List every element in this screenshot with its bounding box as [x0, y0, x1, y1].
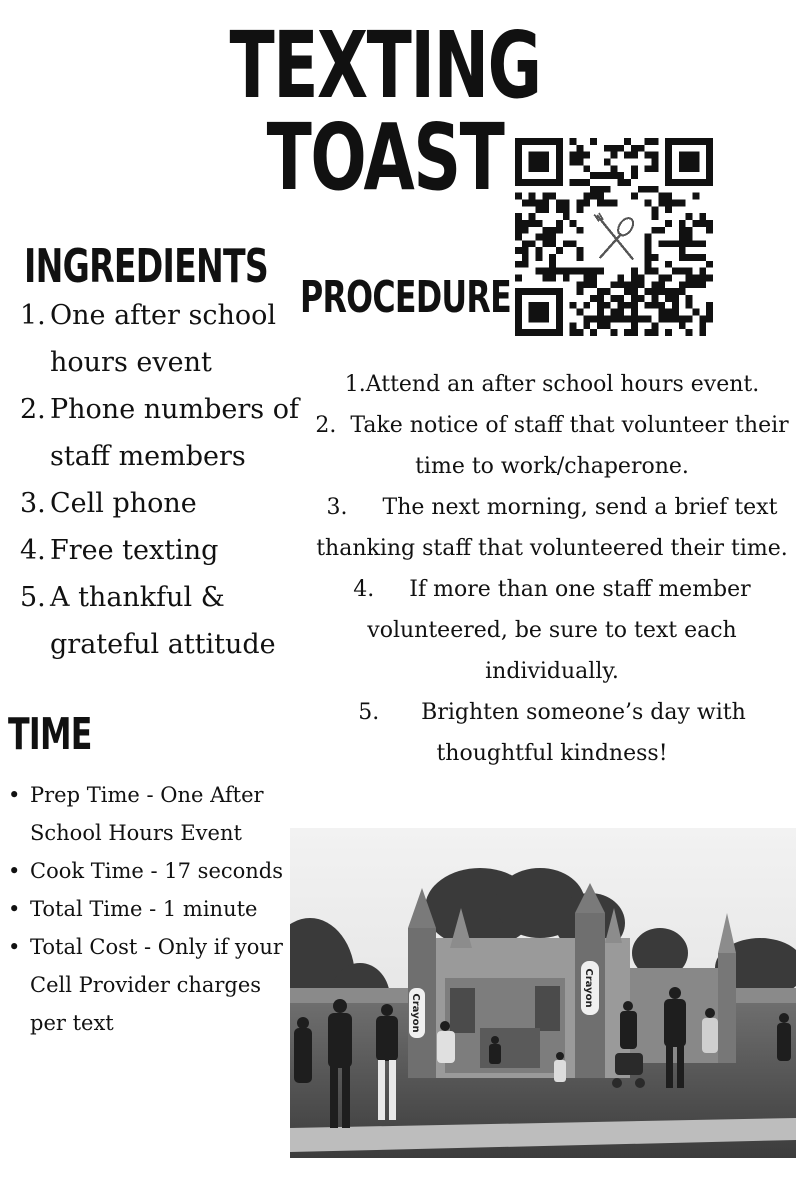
time-list: [8, 776, 293, 1042]
item-text: Cell phone: [50, 488, 197, 519]
bullet-icon: •: [8, 897, 21, 921]
item-text: Take notice of staff that volunteer their time to work/chaperone.: [350, 413, 789, 479]
item-text: Total Cost - Only if your Cell Provider charges per text: [30, 935, 283, 1035]
bullet-icon: •: [8, 783, 21, 807]
list-item: [8, 890, 293, 928]
ingredients-heading: INGREDIENTS: [24, 239, 269, 293]
item-text: Brighten someone’s day with thoughtful kindness!: [421, 700, 746, 766]
item-text: Attend an after school hours event.: [365, 372, 760, 397]
item-number: 2.: [20, 394, 46, 425]
item-number: 5.: [358, 700, 380, 725]
item-number: 1.: [344, 372, 366, 397]
item-text: One after school hours event: [50, 300, 277, 378]
list-item: [312, 569, 792, 692]
item-text: Cook Time - 17 seconds: [30, 859, 284, 883]
list-item: [20, 386, 305, 480]
list-item: [8, 852, 293, 890]
item-number: 2.: [315, 413, 337, 438]
item-text: A thankful & grateful attitude: [50, 582, 276, 660]
item-number: 3.: [20, 488, 46, 519]
list-item: [312, 487, 792, 569]
item-number: 3.: [326, 495, 348, 520]
list-item: [312, 692, 792, 774]
item-text: Prep Time - One After School Hours Event: [30, 783, 264, 845]
qr-code[interactable]: [515, 138, 713, 336]
item-text: If more than one staff member volunteered, be sure to text each individually.: [367, 577, 751, 684]
bullet-icon: •: [8, 935, 21, 959]
item-number: 1.: [20, 300, 46, 331]
list-item: [312, 405, 792, 487]
ingredients-list: [20, 292, 305, 668]
list-item: [8, 776, 293, 852]
list-item: [8, 928, 293, 1042]
time-heading: TIME: [8, 709, 92, 760]
list-item: [20, 480, 305, 527]
page-title: TEXTING TOAST: [229, 12, 541, 211]
fork-spoon-icon: [587, 210, 642, 265]
bounce-house-photo: [290, 828, 796, 1158]
bullet-icon: •: [8, 859, 21, 883]
list-item: [20, 527, 305, 574]
item-number: 5.: [20, 582, 46, 613]
list-item: [312, 364, 792, 405]
list-item: [20, 574, 305, 668]
item-text: Free texting: [50, 535, 219, 566]
item-text: Total Time - 1 minute: [30, 897, 258, 921]
item-number: 4.: [20, 535, 46, 566]
procedure-list: [312, 364, 792, 774]
item-text: The next morning, send a brief text thanking staff that volunteered their time.: [316, 495, 788, 561]
list-item: [20, 292, 305, 386]
item-number: 4.: [353, 577, 375, 602]
crayon-label-left: Crayon: [410, 993, 421, 1033]
crayon-label-right: Crayon: [583, 968, 594, 1008]
item-text: Phone numbers of staff members: [50, 394, 299, 472]
procedure-heading: PROCEDURE: [300, 272, 512, 323]
